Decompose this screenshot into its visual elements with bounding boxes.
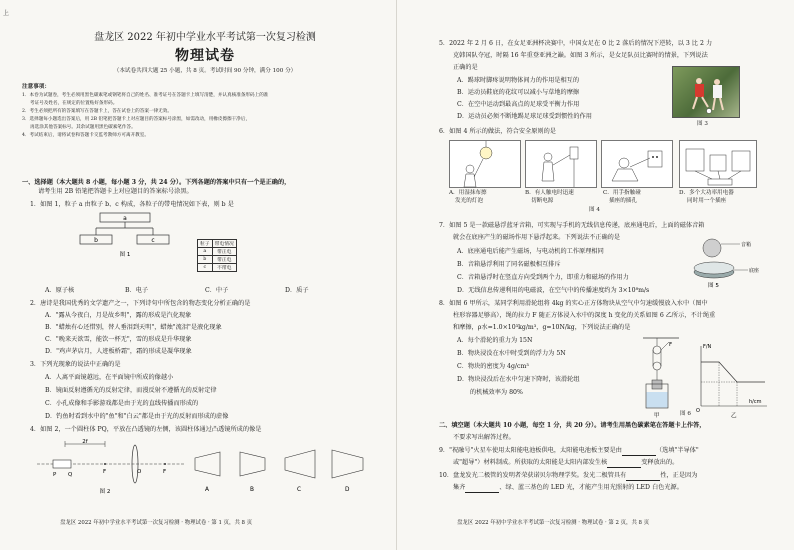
q8-line-2: 柱形容器足够高），绳的拉力 F 随正方体浸入水中的深度 h 变化的关系如图 6 乙所示，不计绳重 — [453, 312, 716, 319]
fig6-force-label: F — [669, 342, 673, 348]
q5-option-d: D．运动员必须不断地踢足球足球受到惯性的作用 — [457, 113, 592, 120]
notice-1b: 考证号及姓名，在规定的位置贴好条形码。 — [30, 101, 118, 106]
q2-option-d: D．"鸡声茅店月，人迹板桥霜"，霜的形成是凝华现象 — [45, 348, 192, 355]
q1-option-c: C．中子 — [205, 287, 229, 294]
q7-option-a: A．底座通电后能产生磁场，与电动机的工作原理相同 — [457, 248, 604, 255]
q5-option-a: A．踢球时脚疼说明物体间力的作用是相互的 — [457, 77, 580, 84]
q1-option-a: A．原子核 — [45, 287, 75, 294]
q9-line-1: 9．"祝融号"火星车使用太阳能电池板供电，太阳能电池板主要是由 （选填"半导体" — [439, 447, 699, 454]
fig4-a-label-1: A．用湿抹布擦 — [449, 190, 487, 196]
fig2-2f: 2f — [82, 439, 88, 445]
section1-heading: 一、选择题（本大题共 8 小题，每小题 3 分，共 24 分）。下列各题的答案中只有一个是正确的， — [22, 179, 291, 186]
q2-stem: 2．唐诗是我国优秀的文学遗产之一，下列诗句中所包含的物态变化分析正确的是 — [30, 300, 251, 307]
q3-option-a: A．人离平面镜越远，在平面镜中所成的像越小 — [45, 374, 174, 381]
fig5-speaker-label: 音箱 — [741, 242, 752, 248]
q1-option-d: D．质子 — [285, 287, 309, 294]
q3-stem: 3．下列光现象的说法中正确的是 — [30, 361, 121, 368]
fig5-base-label: 底座 — [749, 268, 760, 274]
q9-blank-2[interactable] — [607, 462, 641, 468]
fig2-p: P — [53, 472, 57, 478]
fig1-a: a — [123, 215, 127, 222]
fig4-b-image — [525, 140, 597, 188]
q7-line-2: 就会在底座产生的磁场作用下悬浮起来。下列说法不正确的是 — [453, 234, 621, 241]
fig2-f1: F — [103, 469, 107, 475]
fig2-lens-diagram — [35, 436, 370, 496]
table-row: a 带正电 — [198, 248, 237, 256]
fig4-a-label-2: 发光的灯泡 — [455, 198, 483, 204]
notice-3b: 再选涂其他答案标号。其余试题用黑色碳素笔作答。 — [30, 125, 136, 130]
left-footer: 盘龙区 2022 年初中学业水平考试第一次复习检测 · 物理试卷 · 第 1 页，共 8 页 — [60, 520, 253, 526]
fig5-caption: 图 5 — [708, 283, 719, 289]
fig2-q: Q — [68, 472, 73, 478]
q5-option-c: C．在空中运动到最高点的足球受平衡力作用 — [457, 101, 580, 108]
q2-option-b: B．"蜡烛有心还惜别，替人垂泪到天明"，蜡烛"流泪"是液化现象 — [45, 324, 222, 331]
section2-heading: 二、填空题（本大题共 10 小题，每空 1 分，共 20 分）。请考生用黑色碳素笔在答题卡上作答， — [439, 422, 706, 429]
notice-1: 1．本卷为试题卷，考生必须用黑色碳素笔或钢笔将自己的姓名、准考证号在答题卡上填写清楚，并认真核准条形码上的准 — [22, 93, 269, 98]
fig1-particle-diagram — [75, 211, 185, 271]
fig4-c-image — [601, 140, 673, 188]
fig3-football-photo — [672, 66, 740, 118]
option-d-image — [332, 450, 363, 493]
q5-line-3: 正确的是 — [453, 64, 478, 71]
section2-cont: 不要求写出解答过程。 — [453, 434, 515, 441]
q3-option-b: B．镜面反射遵循光的反射定律，而漫反射不遵循光的反射定律 — [45, 387, 217, 394]
table-head-charge: 带电情况 — [212, 240, 236, 248]
svg-text:D: D — [345, 487, 350, 493]
q8-line-3: 和摩擦，ρ水=1.0×10³kg/m³，g=10N/kg，下列说法正确的是 — [453, 324, 631, 331]
q3-option-d: D．钓鱼时看到水中的"鱼"和"白云"都是由于光的反射而形成的虚像 — [45, 413, 229, 420]
fig6-force-curve — [701, 362, 765, 382]
option-b-image — [240, 452, 265, 493]
fig1-c: c — [151, 237, 155, 244]
q8-option-a: A．每个滑轮的重力为 15N — [457, 337, 533, 344]
fig4-d-label-2: 同时用一个插座 — [687, 198, 727, 204]
q4-stem: 4．如图 2，一个圆柱体 PQ，平放在凸透镜的左侧，该圆柱体通过凸透镜所成的像是 — [30, 426, 262, 433]
fig4-d-image — [679, 140, 757, 188]
exam-title: 盘龙区 2022 年初中学业水平考试第一次复习检测 — [94, 32, 316, 43]
q10-blank-2[interactable] — [465, 487, 499, 493]
q8-line-1: 8．如图 6 甲所示，某同学利用滑轮组将 4kg 的实心正方体物块从空气中匀速缓慢放入水中（图中 — [439, 300, 708, 307]
q3-option-c: C．小孔成像和手影游戏都是由于光的直线传播而形成的 — [45, 400, 199, 407]
crop-mark: 上 — [3, 10, 10, 17]
q5-line-2: 克韩国队夺冠，时隔 16 年重登亚洲之巅。如图 3 所示，是女足队员比赛时的情景，下列说法 — [453, 52, 708, 59]
q9-line-2: 或"超导"）材料制成。所获取的太阳能是太阳内部发生核 变释放出的。 — [453, 459, 679, 466]
fig4-c-label-2: 插座的插孔 — [609, 198, 637, 204]
q7-option-d: D．无线信息传递利用的电磁波，在空气中的传播速度约为 3×10⁸m/s — [457, 287, 650, 294]
q2-option-a: A．"露从今夜白，月是故乡明"，露的形成是汽化现象 — [45, 312, 192, 319]
fig6-x-label: h/cm — [749, 399, 762, 405]
notice-2: 2．考生必须把所有的答案填写在答题卡上，答在试卷上的答案一律无效。 — [22, 109, 172, 114]
table-row: c 不带电 — [198, 264, 237, 272]
fig4-caption: 图 4 — [589, 207, 600, 213]
q10-line-2: 集齐 、绿、蓝三基色的 LED 光，才能产生用光照射的 LED 白色光源。 — [453, 484, 683, 491]
fig5-speaker-diagram — [690, 234, 770, 290]
fig4-a-image — [449, 140, 521, 188]
q2-option-c: C．"晚来天欲雪，能饮一杯无"，雪的形成是升华现象 — [45, 336, 192, 343]
q1-option-b: B．电子 — [125, 287, 149, 294]
q5-option-b: B．运动员鞋底的花纹可以减小与草地的摩擦 — [457, 89, 580, 96]
q1-stem: 1．如图 1，粒子 a 由粒子 b、c 构成，各粒子的带电情况如下表，则 b 是 — [30, 201, 234, 208]
fig6-caption: 图 6 — [680, 411, 691, 417]
q8-option-d: D．物块浸没后在水中匀速下降时，该滑轮组 — [457, 376, 580, 383]
q10-line-1: 10．盘龙发光二极管的发明者荣获诺贝尔物理学奖。发光二极管具有 性，正是因为 — [439, 472, 698, 479]
right-footer: 盘龙区 2022 年初中学业水平考试第一次复习检测 · 物理试卷 · 第 2 页，共 8 页 — [457, 520, 650, 526]
option-c-image — [285, 450, 315, 493]
table-head-particle: 粒子 — [198, 240, 213, 248]
fig1-table — [197, 239, 237, 272]
fig6-sub1: 甲 — [654, 413, 660, 419]
svg-text:B: B — [250, 487, 254, 493]
fig6-origin: O — [696, 408, 700, 414]
fig4-c-label-1: C．用手指触碰 — [603, 190, 641, 196]
fig4-d-label-1: D．多个大功率用电器 — [679, 190, 734, 196]
fig2-caption: 图 2 — [99, 489, 111, 495]
svg-text:C: C — [297, 487, 302, 493]
q7-option-b: B．音箱悬浮利用了同名磁极相互排斥 — [457, 261, 561, 268]
option-a-image — [195, 452, 220, 493]
notice-heading: 注意事项： — [22, 84, 50, 90]
fig2-f2: F — [163, 469, 167, 475]
fig6-y-label: F/N — [703, 344, 712, 350]
notice-3: 3．选择题每小题选出答案后，用 2B 铅笔把答题卡上对应题目的答案标号涂黑，如需改动，用橡皮擦擦干净后， — [22, 117, 251, 122]
q5-line-1: 5．2022 年 2 月 6 日，在女足亚洲杯决赛中，中国女足在 0 比 2 落后的情况下逆转，以 3 比 2 力 — [439, 40, 713, 47]
fig3-caption: 图 3 — [697, 121, 708, 127]
q8-option-d-cont: 的机械效率为 80% — [470, 389, 523, 396]
fig1-caption: 图 1 — [119, 252, 131, 258]
fig4-b-label-2: 切断电源 — [531, 198, 554, 204]
table-row: b 带正电 — [198, 256, 237, 264]
subject-title: 物理试卷 — [175, 48, 235, 64]
exam-meta: （本试卷共四大题 25 小题，共 8 页。考试时间 90 分钟，满分 100 分） — [113, 68, 297, 74]
fig6-pulley-and-graph — [639, 336, 774, 420]
q7-option-c: C．音箱悬浮时在竖直方向受到两个力，即重力和磁场的作用力 — [457, 274, 629, 281]
q8-option-c: C．物块的密度为 4g/cm³ — [457, 363, 529, 370]
svg-text:A: A — [205, 487, 209, 493]
q10-blank-1[interactable] — [626, 475, 660, 481]
q8-option-b: B．物块浸没在水中时受到的浮力为 5N — [457, 350, 566, 357]
right-page — [397, 0, 794, 550]
fig4-b-label-1: B．有人触电时迅速 — [525, 190, 574, 196]
q6-stem: 6．如图 4 所示的做法，符合安全原则的是 — [439, 128, 556, 135]
q9-blank-1[interactable] — [622, 450, 656, 456]
fig2-o: O — [137, 469, 142, 475]
section1-cont: 请考生用 2B 铅笔把答题卡上对应题目的答案标号涂黑。 — [38, 188, 193, 195]
cylinder-pq — [53, 460, 71, 468]
q7-line-1: 7．如图 5 是一款磁悬浮蓝牙音箱，可实现与手机的无线信息传递，底座通电后，上面的磁体音箱 — [439, 222, 705, 229]
fig6-sub2: 乙 — [731, 413, 737, 419]
notice-4: 4．考试结束后，请将试卷和答题卡交监考教师方可离开教室。 — [22, 133, 149, 138]
fig1-b: b — [94, 237, 98, 244]
